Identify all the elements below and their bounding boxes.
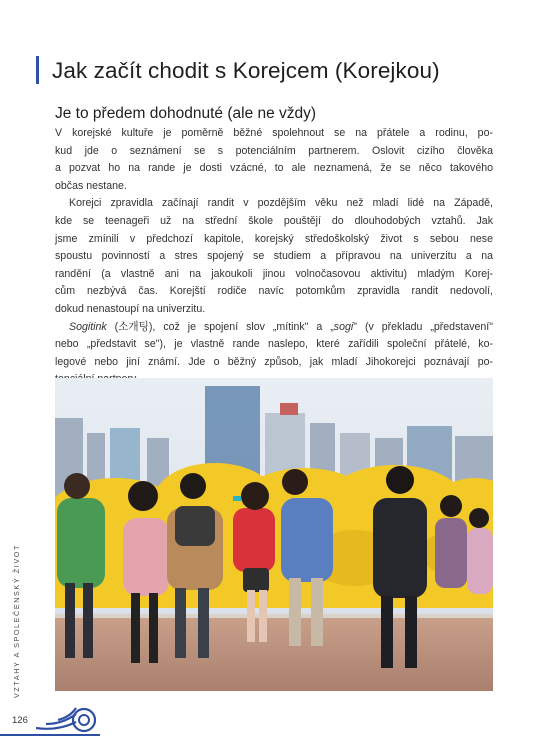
text-line: legové nebo jiní známí. Jde o běžný způsob, jak mladí Jihokorejci poznávají po- [55, 355, 493, 368]
text-line: cům nezbývá čas. Korejští rodiče navíc potomkům zpravidla randit nedovolí, [55, 285, 493, 298]
term-sogi: sogi [333, 320, 354, 333]
section-subtitle: Je to předem dohodnuté (ale ne vždy) [55, 105, 317, 122]
text-fragment: (소개팅), což je spojení slov „mítink" a „ [106, 320, 334, 333]
body-text [55, 125, 493, 389]
text-line [55, 319, 493, 337]
term-sogitink: Sogitink [69, 320, 107, 333]
text-line: kde se teenageři už na střední škole pouštějí do dlouhodobých vztahů. Jak [55, 214, 493, 227]
illustration-photo [55, 378, 493, 691]
photo-scene [55, 378, 493, 691]
series-logo-icon [36, 704, 98, 734]
text-line: Korejci zpravidla začínají randit v pozdějším věku než mladí lidé na Západě, [69, 197, 493, 210]
title-accent-bar [36, 56, 39, 84]
paragraph-1 [55, 125, 493, 195]
text-line: občas nestane. [55, 179, 127, 192]
text-line: nebo „představit se"), je vlastně rande naslepo, které zařídili společní přátelé, ko- [55, 338, 493, 351]
paragraph-2 [55, 195, 493, 318]
page-number: 126 [12, 715, 28, 726]
text-line: spoustu povinností a stres spojený se studiem a přípravou na univerzitu a na [55, 250, 493, 263]
text-fragment: " (v překladu „představení" [353, 320, 493, 333]
text-line: kud jde o seznámení se s potenciálním partnerem. Oslovit cizího člověka [55, 144, 493, 157]
text-line: jsme zmínili v předchozí kapitole, korejský středoškolský život s sebou nese [55, 232, 493, 245]
page-title: Jak začít chodit s Korejcem (Korejkou) [52, 58, 440, 83]
chapter-side-label-text: VZTAHY A SPOLEČENSKÝ ŽIVOT [12, 544, 21, 698]
text-line: randění (a vlastně ani na jakoukoli jinou volnočasovou aktivitu) mladým Korej- [55, 267, 493, 280]
chapter-side-label [12, 508, 24, 698]
text-line: dokud nenastoupí na univerzitu. [55, 302, 206, 315]
text-line: a pozvat ho na rande je dosti vzácné, to ale neznamená, že se něco takového [55, 162, 493, 175]
footer-rule [0, 734, 100, 736]
text-line: V korejské kultuře je poměrně běžné spolehnout se na přátele a rodinu, po- [55, 127, 493, 139]
